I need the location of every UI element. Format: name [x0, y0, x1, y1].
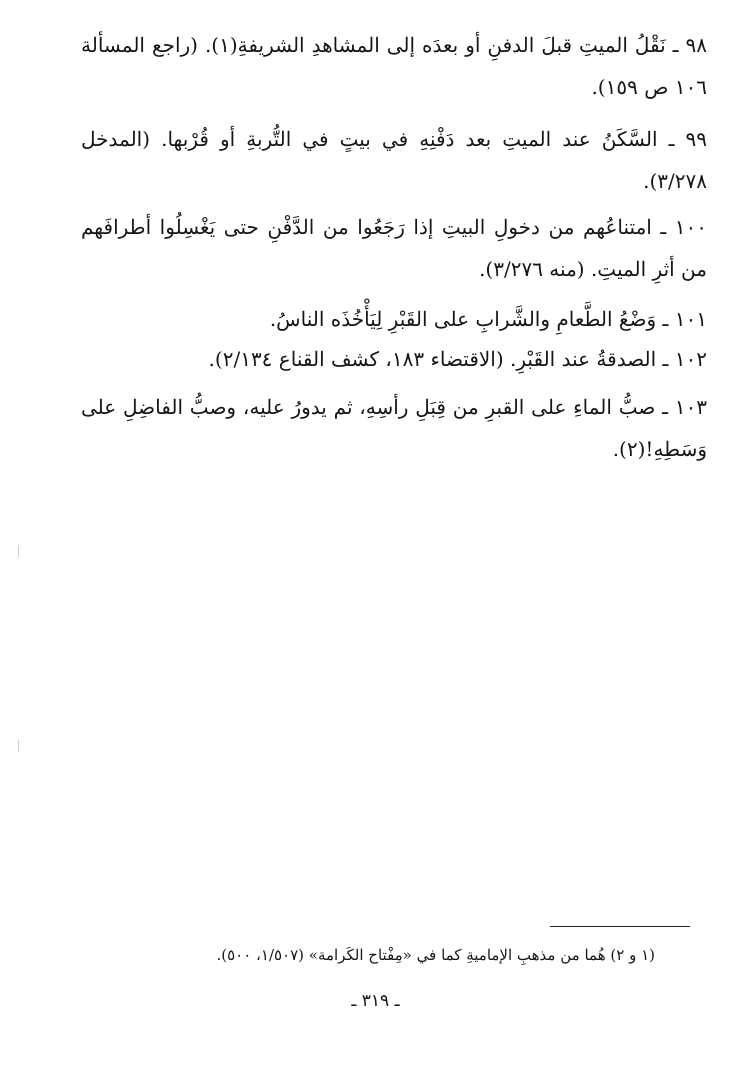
- list-item-102: ١٠٢ ـ الصدقةُ عند القَبْرِ. (الاقتضاء ١٨٣، كشف القناع ٢/١٣٤).: [208, 347, 707, 371]
- list-item-103: ١٠٣ ـ صبُّ الماءِ على القبرِ من قِبَلِ رأسِهِ، ثم يدورُ عليه، وصبُّ الفاضِلِ على وَسَطِهِ!(٢).: [81, 395, 707, 461]
- footnote-divider: [550, 926, 690, 927]
- list-item-99: ٩٩ ـ السَّكَنُ عند الميتِ بعد دَفْنِهِ في بيتٍ في التُّربةِ أو قُرْبها. (المدخل ٣/٢٧٨).: [81, 127, 707, 193]
- list-item-98: ٩٨ ـ نَقْلُ الميتِ قبلَ الدفنِ أو بعدَه إلى المشاهدِ الشريفةِ(١). (راجع المسألة ١٠٦ ص ١٥٩).: [81, 33, 707, 99]
- page-number: ـ ٣١٩ ـ: [351, 991, 400, 1011]
- list-item-100: ١٠٠ ـ امتناعُهم من دخولِ البيتِ إذا رَجَعُوا من الدَّفْنِ حتى يَغْسِلُوا أطرافَهم من أثرِ الميتِ. (منه ٣/٢٧٦).: [81, 215, 707, 281]
- footnote: (١ و ٢) هُما من مذهبِ الإماميةِ كما في «مِفْتاح الكَرامة» (١/٥٠٧، ٥٠٠).: [216, 946, 655, 964]
- list-item-101: ١٠١ ـ وَضْعُ الطَّعامِ والشَّرابِ على القَبْرِ لِيَأْخُذَه الناسُ.: [269, 307, 707, 331]
- scan-margin-mark: [18, 740, 19, 752]
- scan-margin-mark: [18, 545, 19, 557]
